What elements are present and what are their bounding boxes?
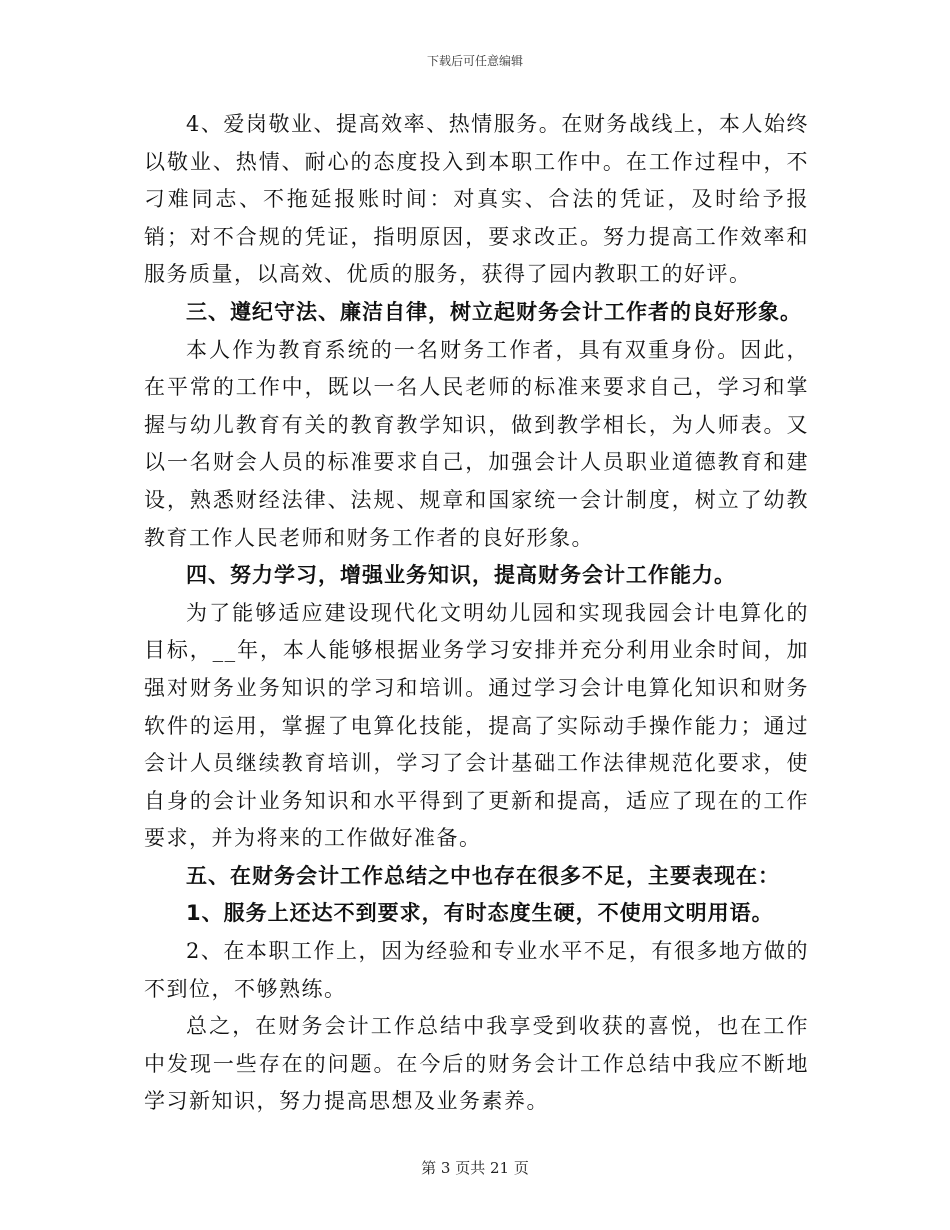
page-number: 第 3 页共 21 页	[421, 1159, 529, 1177]
section-heading-3: 三、遵纪守法、廉洁自律，树立起财务会计工作者的良好形象。	[186, 299, 802, 324]
paragraph-section-3: 本人作为教育系统的一名财务工作者，具有双重身份。因此，在平常的工作中，既以一名人民老师的标准来要求自己，学习和掌握与幼儿教育有关的教育教学知识，做到教学相长，为人师表。又以一名财会人员的标准要求自己，加强会计人员职业道德教育和建设，熟悉财经法律、法规、规章和国家统一会计制度，树立了幼教教育工作人民老师和财务工作者的良好形象。	[144, 337, 809, 550]
document-body	[144, 106, 809, 1121]
page-header-note: 下载后可任意编辑	[426, 54, 523, 68]
paragraph-item-2: 2、在本职工作上，因为经验和专业水平不足，有很多地方做的不到位，不够熟练。	[144, 939, 809, 1001]
paragraph-item-4: 4、爱岗敬业、提高效率、热情服务。在财务战线上，本人始终以敬业、热情、耐心的态度投入到本职工作中。在工作过程中，不刁难同志、不拖延报账时间：对真实、合法的凭证，及时给予报销；对不合规的凭证，指明原因，要求改正。努力提高工作效率和服务质量，以高效、优质的服务，获得了园内教职工的好评。	[144, 112, 809, 287]
sub-heading-5-1: 1、服务上还达不到要求，有时态度生硬，不使用文明用语。	[186, 901, 774, 926]
paragraph-conclusion: 总之，在财务会计工作总结中我享受到收获的喜悦，也在工作中发现一些存在的问题。在今后的财务会计工作总结中我应不断地学习新知识，努力提高思想及业务素养。	[144, 1014, 809, 1114]
paragraph-section-4: 为了能够适应建设现代化文明幼儿园和实现我园会计电算化的目标，__年，本人能够根据业务学习安排并充分利用业余时间，加强对财务业务知识的学习和培训。通过学习会计电算化知识和财务软件的运用，掌握了电算化技能，提高了实际动手操作能力；通过会计人员继续教育培训，学习了会计基础工作法律规范化要求，使自身的会计业务知识和水平得到了更新和提高，适应了现在的工作要求，并为将来的工作做好准备。	[144, 600, 809, 851]
section-heading-4: 四、努力学习，增强业务知识，提高财务会计工作能力。	[186, 563, 736, 588]
section-heading-5: 五、在财务会计工作总结之中也存在很多不足，主要表现在：	[186, 863, 780, 888]
